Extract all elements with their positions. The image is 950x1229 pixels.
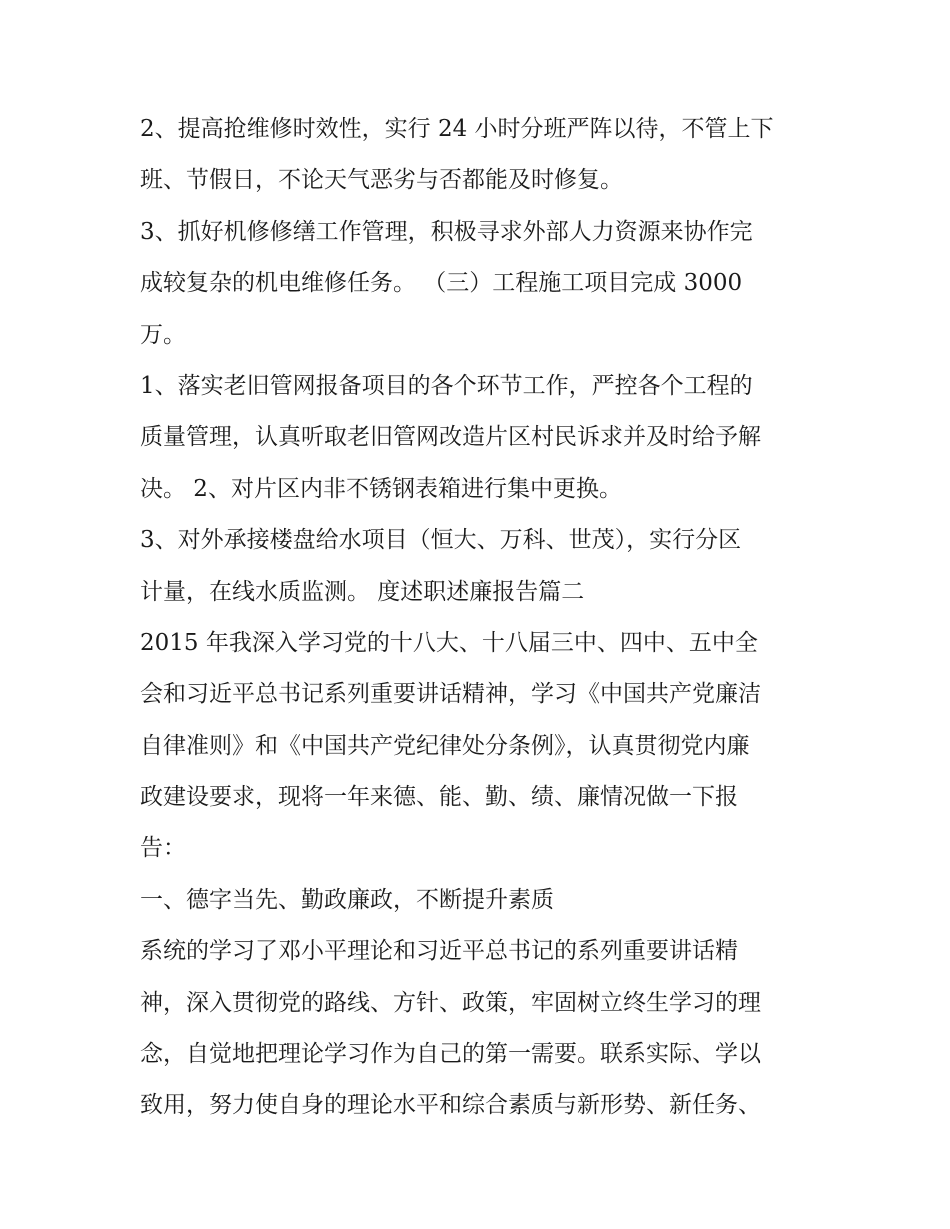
section-heading: 一、德字当先、勤政廉政，不断提升素质	[140, 886, 554, 913]
text-line: 决。 2、对片区内非不锈钢表箱进行集中更换。	[140, 475, 622, 502]
text-line: 系统的学习了邓小平理论和习近平总书记的系列重要讲话精	[140, 938, 738, 965]
text-line: 告：	[140, 835, 186, 862]
text-line: 致用，努力使自身的理论水平和综合素质与新形势、新任务、	[140, 1092, 761, 1119]
text-line: 3、对外承接楼盘给水项目（恒大、万科、世茂），实行分区	[140, 527, 742, 554]
text-line: 质量管理，认真听取老旧管网改造片区村民诉求并及时给予解	[140, 424, 761, 451]
text-line: 1、落实老旧管网报备项目的各个环节工作，严控各个工程的	[140, 372, 753, 399]
text-line: 神，深入贯彻党的路线、方针、政策，牢固树立终生学习的理	[140, 989, 761, 1016]
text-line: 念，自觉地把理论学习作为自己的第一需要。联系实际、学以	[140, 1041, 761, 1068]
text-line: 计量，在线水质监测。 度述职述廉报告篇二	[140, 578, 585, 605]
text-line: 2、提高抢维修时效性，实行 24 小时分班严阵以待，不管上下	[140, 116, 774, 142]
text-line: 成较复杂的机电维修任务。 （三）工程施工项目完成 3000	[140, 270, 743, 297]
text-line: 3、抓好机修修缮工作管理，积极寻求外部人力资源来协作完	[140, 218, 753, 245]
text-line: 政建设要求，现将一年来德、能、勤、绩、廉情况做一下报	[140, 784, 738, 811]
text-line: 班、节假日，不论天气恶劣与否都能及时修复。	[140, 167, 623, 194]
text-line: 2015 年我深入学习党的十八大、十八届三中、四中、五中全	[140, 629, 758, 656]
text-line: 万。	[140, 321, 186, 348]
text-line: 自律准则》和《中国共产党纪律处分条例》，认真贯彻党内廉	[140, 732, 750, 759]
text-line: 会和习近平总书记系列重要讲话精神，学习《中国共产党廉洁	[140, 681, 761, 708]
document-body	[140, 104, 820, 1132]
